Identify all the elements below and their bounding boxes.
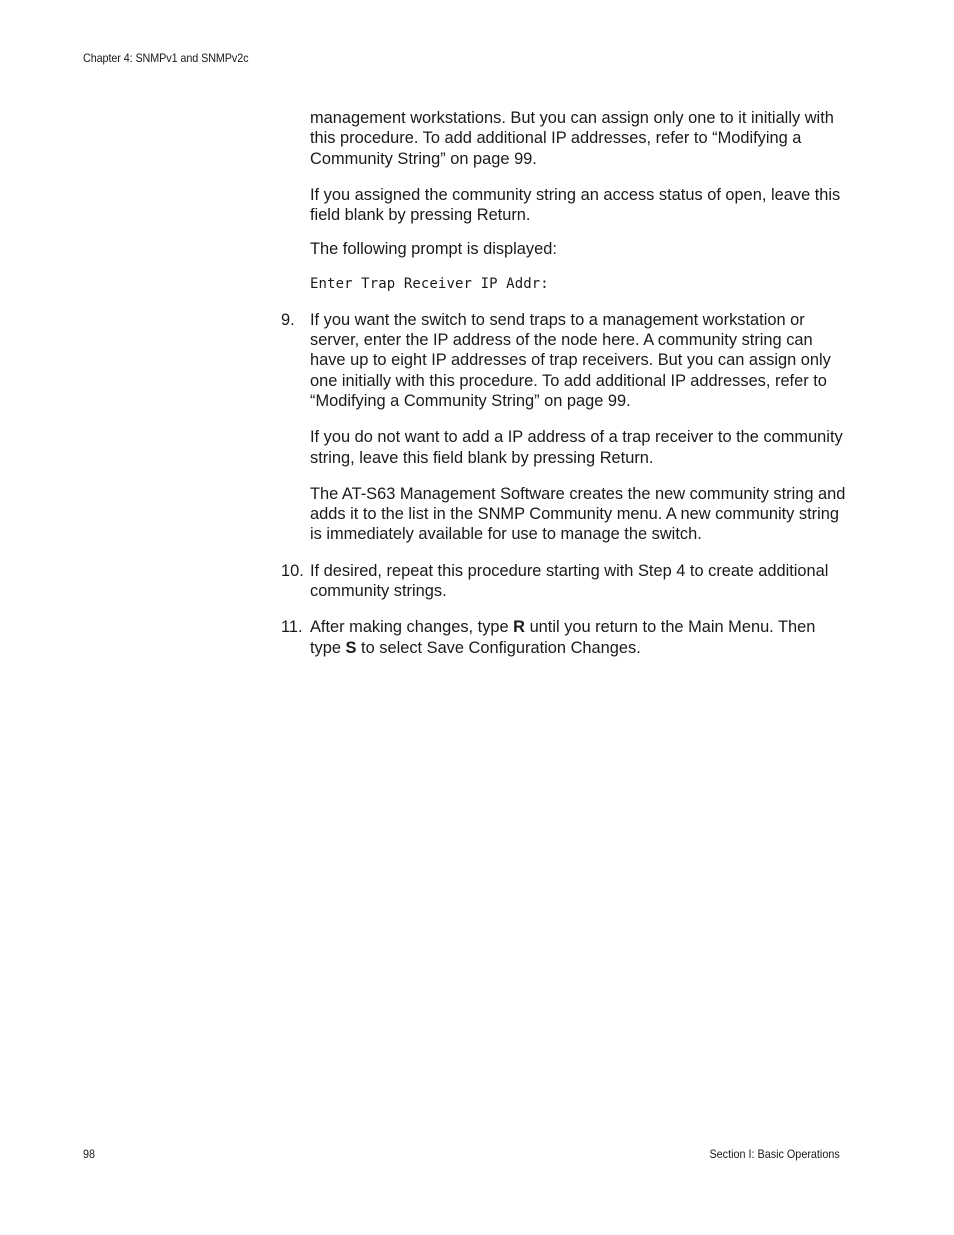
code-prompt: Enter Trap Receiver IP Addr: xyxy=(310,275,549,292)
step-11 xyxy=(281,617,850,658)
section-title: Section I: Basic Operations xyxy=(709,1147,840,1161)
step-text: If you want the switch to send traps to a management workstation or server, enter the IP address of the node here. A community string can have up to eight IP addresses of trap receivers. But you can assign only one initially with this procedure. To add additional IP addresses, refer to “Modifying a Community String” on page 99. xyxy=(310,310,831,410)
page-body xyxy=(281,108,850,674)
running-header: Chapter 4: SNMPv1 and SNMPv2c xyxy=(83,51,249,65)
paragraph: If you assigned the community string an access status of open, leave this field blank by pressing Return. xyxy=(310,185,841,225)
step-paragraph: If you do not want to add a IP address of a trap receiver to the community string, leave this field blank by pressing Return. xyxy=(310,428,843,467)
step-text: If desired, repeat this procedure starting with Step 4 to create additional community strings. xyxy=(310,561,829,601)
step-paragraph: The AT-S63 Management Software creates the new community string and adds it to the list in the SNMP Community menu. A new community string is immediately available for use to manage the switch. xyxy=(310,484,846,544)
step-number: 9. xyxy=(281,310,295,329)
step-text-part: until you return to the Main Menu. Then type xyxy=(310,618,816,657)
step-text xyxy=(310,617,850,658)
page-number: 98 xyxy=(83,1147,96,1161)
step-9 xyxy=(281,310,850,545)
step-10 xyxy=(281,561,850,602)
step-number: 10. xyxy=(281,561,304,580)
key-s: S xyxy=(345,638,357,657)
step-number: 11. xyxy=(281,618,303,637)
paragraph: The following prompt is displayed: xyxy=(310,240,557,259)
paragraph: management workstations. But you can assign only one to it initially with this procedure. To add additional IP addresses, refer to “Modifying a Community String” on page 99. xyxy=(310,109,834,168)
step-text-part: to select Save Configuration Changes. xyxy=(356,638,641,657)
step-text-part: After making changes, type xyxy=(310,618,514,637)
key-r: R xyxy=(513,618,526,637)
